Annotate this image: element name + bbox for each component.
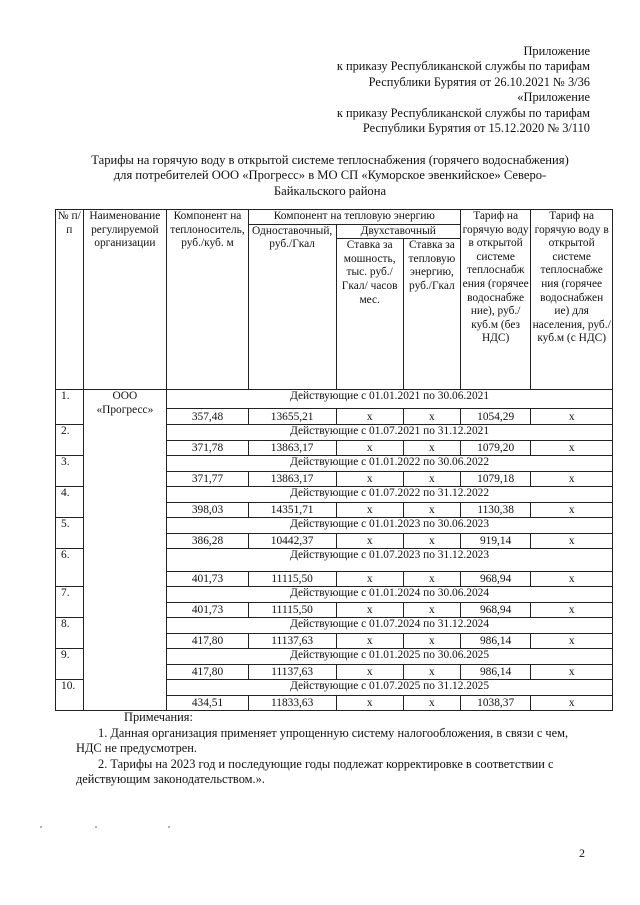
period-row [56, 390, 613, 409]
period-label: Действующие с 01.01.2021 по 30.06.2021 [167, 390, 613, 409]
single-rate-value: 13863,17 [248, 472, 336, 487]
energy-rate-value: x [403, 634, 460, 649]
single-rate-value: 11115,50 [248, 572, 336, 587]
energy-rate-value: x [403, 503, 460, 518]
carrier-value: 371,78 [167, 441, 249, 456]
population-tariff-value: x [531, 441, 613, 456]
carrier-value: 434,51 [167, 696, 249, 711]
period-label: Действующие с 01.01.2025 по 30.06.2025 [167, 649, 613, 665]
period-label: Действующие с 01.07.2023 по 31.12.2023 [167, 549, 613, 572]
energy-rate-value: x [403, 665, 460, 680]
row-number: 10. [56, 680, 84, 711]
title-line: Байкальского района [273, 183, 387, 198]
single-rate-value: 11115,50 [248, 603, 336, 618]
header-line: к приказу Республиканской службы по тарифам [336, 105, 590, 120]
note-item: 1. Данная организация применяет упрощенную систему налогообложения, в связи с чем, НДС не предусмотрен. [76, 725, 569, 756]
power-rate-value: x [336, 634, 403, 649]
energy-rate-value: x [403, 572, 460, 587]
header-energy-rate: Ставка за тепловую энергию, руб./Гкал [403, 239, 460, 390]
header-line: к приказу Республиканской службы по тарифам [336, 59, 590, 74]
title-line: для потребителей ООО «Прогресс» в МО СП «Куморское эвенкийское» Северо- [113, 168, 547, 183]
tariff-value: 986,14 [460, 634, 530, 649]
carrier-value: 398,03 [167, 503, 249, 518]
power-rate-value: x [336, 534, 403, 549]
row-number: 6. [56, 549, 84, 587]
scan-speck [95, 826, 97, 828]
single-rate-value: 11137,63 [248, 665, 336, 680]
tariff-value: 968,94 [460, 603, 530, 618]
power-rate-value: x [336, 665, 403, 680]
power-rate-value: x [336, 572, 403, 587]
carrier-value: 386,28 [167, 534, 249, 549]
document-title [80, 153, 580, 199]
power-rate-value: x [336, 503, 403, 518]
period-label: Действующие с 01.07.2022 по 31.12.2022 [167, 487, 613, 503]
header-tariff-population: Тариф на горячую воду в открытой системе теплоснабже ния (горячее водоснабжен ие) для населения, руб./куб.м (с НДС) [531, 210, 613, 390]
row-number: 2. [56, 425, 84, 456]
energy-rate-value: x [403, 409, 460, 425]
header-double-rate: Двухставочный [336, 224, 460, 239]
tariff-value: 919,14 [460, 534, 530, 549]
header-line: Приложение [523, 44, 590, 58]
carrier-value: 417,80 [167, 665, 249, 680]
header-num: № п/п [56, 210, 84, 390]
carrier-value: 371,77 [167, 472, 249, 487]
header-power-rate: Ставка за мошность, тыс. руб./Гкал/ часов мес. [336, 239, 403, 390]
power-rate-value: x [336, 409, 403, 425]
power-rate-value: x [336, 441, 403, 456]
organization-name: ООО «Прогресс» [83, 390, 167, 711]
tariff-value: 1079,20 [460, 441, 530, 456]
tariff-value: 1130,38 [460, 503, 530, 518]
single-rate-value: 11833,63 [248, 696, 336, 711]
notes-section [76, 710, 596, 788]
tariff-value: 968,94 [460, 572, 530, 587]
tariff-table [55, 209, 613, 711]
header-tariff-without-vat: Тариф на горячую воду в открытой системе теплоснабж ения (горячее водоснабже ние), руб./куб.м (без НДС) [460, 210, 530, 390]
energy-rate-value: x [403, 472, 460, 487]
population-tariff-value: x [531, 603, 613, 618]
row-number: 9. [56, 649, 84, 680]
period-label: Действующие с 01.07.2025 по 31.12.2025 [167, 680, 613, 696]
single-rate-value: 13655,21 [248, 409, 336, 425]
single-rate-value: 14351,71 [248, 503, 336, 518]
power-rate-value: x [336, 472, 403, 487]
tariff-value: 1079,18 [460, 472, 530, 487]
notes-heading: Примечания: [124, 710, 193, 724]
carrier-value: 417,80 [167, 634, 249, 649]
header-energy-component: Компонент на тепловую энергию [248, 210, 460, 225]
row-number: 5. [56, 518, 84, 549]
carrier-value: 401,73 [167, 572, 249, 587]
row-number: 4. [56, 487, 84, 518]
row-number: 7. [56, 587, 84, 618]
tariff-value: 1054,29 [460, 409, 530, 425]
tariff-value: 1038,37 [460, 696, 530, 711]
appendix-header [337, 44, 590, 136]
scan-speck [40, 826, 42, 828]
energy-rate-value: x [403, 441, 460, 456]
title-line: Тарифы на горячую воду в открытой системе теплоснабжения (горячего водоснабжения) [91, 153, 569, 167]
population-tariff-value: x [531, 534, 613, 549]
energy-rate-value: x [403, 603, 460, 618]
period-label: Действующие с 01.01.2022 по 30.06.2022 [167, 456, 613, 472]
power-rate-value: x [336, 696, 403, 711]
header-line: «Приложение [517, 90, 590, 105]
population-tariff-value: x [531, 503, 613, 518]
header-single-rate: Одноставочный, руб./Гкал [248, 224, 336, 390]
single-rate-value: 10442,37 [248, 534, 336, 549]
population-tariff-value: x [531, 472, 613, 487]
header-organization: Наименование регулируемой организации [83, 210, 167, 390]
header-carrier-component: Компонент на теплоноситель, руб./куб. м [167, 210, 249, 390]
note-item: 2. Тарифы на 2023 год и последующие годы подлежат корректировке в соответствии с действующим законодательством.». [76, 756, 554, 787]
carrier-value: 357,48 [167, 409, 249, 425]
row-number: 3. [56, 456, 84, 487]
population-tariff-value: x [531, 665, 613, 680]
row-number: 1. [56, 390, 84, 425]
scan-speck [168, 826, 170, 828]
energy-rate-value: x [403, 696, 460, 711]
row-number: 8. [56, 618, 84, 649]
page-number: 2 [579, 846, 585, 860]
period-label: Действующие с 01.01.2023 по 30.06.2023 [167, 518, 613, 534]
population-tariff-value: x [531, 634, 613, 649]
population-tariff-value: x [531, 696, 613, 711]
power-rate-value: x [336, 603, 403, 618]
single-rate-value: 13863,17 [248, 441, 336, 456]
energy-rate-value: x [403, 534, 460, 549]
period-label: Действующие с 01.01.2024 по 30.06.2024 [167, 587, 613, 603]
tariff-value: 986,14 [460, 665, 530, 680]
period-label: Действующие с 01.07.2024 по 31.12.2024 [167, 618, 613, 634]
population-tariff-value: x [531, 409, 613, 425]
header-line: Республики Бурятия от 15.12.2020 № 3/110 [362, 121, 590, 136]
single-rate-value: 11137,63 [248, 634, 336, 649]
header-line: Республики Бурятия от 26.10.2021 № 3/36 [368, 74, 590, 89]
carrier-value: 401,73 [167, 603, 249, 618]
period-label: Действующие с 01.07.2021 по 31.12.2021 [167, 425, 613, 441]
population-tariff-value: x [531, 572, 613, 587]
